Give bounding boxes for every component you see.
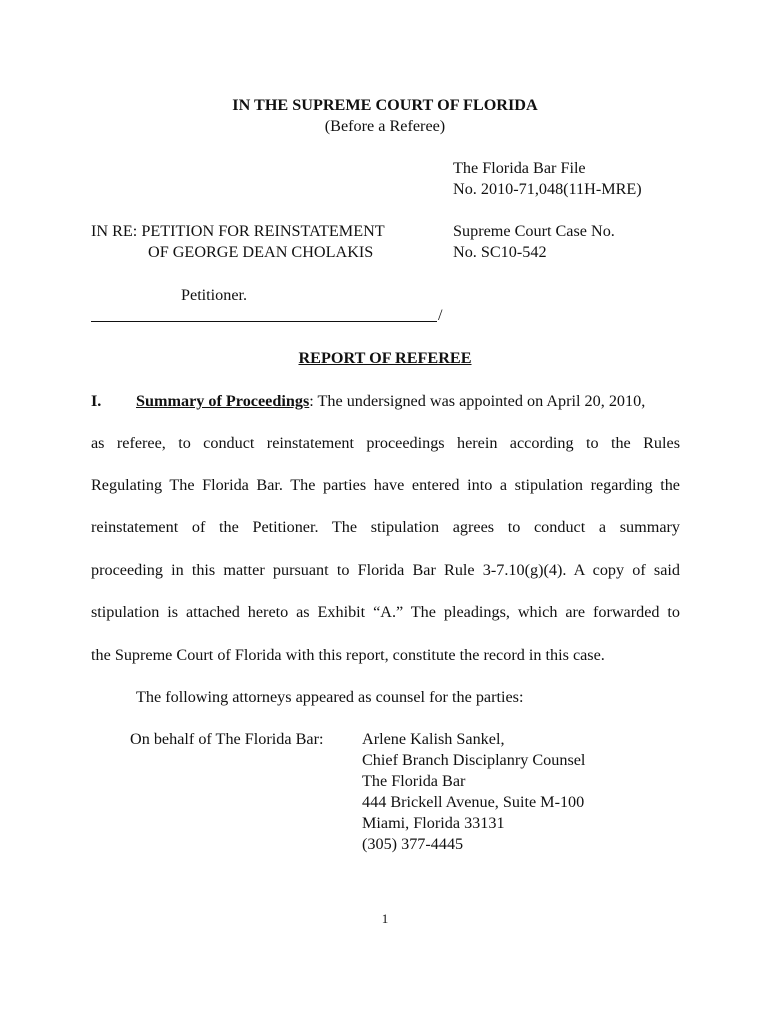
- counsel-label: On behalf of The Florida Bar:: [130, 730, 324, 748]
- counsel-address-line: 444 Brickell Avenue, Suite M-100: [362, 793, 585, 811]
- caption-rule: [91, 321, 437, 322]
- counsel-address-line: The Florida Bar: [362, 772, 466, 790]
- court-heading: IN THE SUPREME COURT OF FLORIDA: [232, 96, 538, 114]
- page-number: 1: [381, 911, 389, 926]
- section-line-5: stipulation is attached hereto as Exhibit “A.” The pleadings, which are forwarded to: [91, 603, 680, 621]
- court-case-number: No. SC10-542: [453, 243, 547, 261]
- counsel-address-line: Miami, Florida 33131: [362, 814, 505, 832]
- counsel-address-line: Arlene Kalish Sankel,: [362, 730, 505, 748]
- report-title: REPORT OF REFEREE: [298, 349, 472, 367]
- petitioner-label: Petitioner.: [181, 286, 248, 304]
- bar-file-number: No. 2010-71,048(11H-MRE): [453, 180, 642, 198]
- counsel-address-line: (305) 377-4445: [362, 835, 464, 853]
- section-line-0: : The undersigned was appointed on April 20, 2010,: [309, 392, 646, 410]
- caption-slash: /: [438, 306, 443, 324]
- bar-file-label: The Florida Bar File: [453, 159, 586, 177]
- section-line-3: reinstatement of the Petitioner. The stipulation agrees to conduct a summary: [91, 518, 680, 536]
- section-line-4: proceeding in this matter pursuant to Florida Bar Rule 3-7.10(g)(4). A copy of said: [91, 561, 680, 579]
- section-line-6: the Supreme Court of Florida with this report, constitute the record in this case.: [91, 646, 605, 664]
- court-case-label: Supreme Court Case No.: [453, 222, 615, 240]
- section-line-1: as referee, to conduct reinstatement proceedings herein according to the Rules: [91, 434, 680, 452]
- section-number: I.: [91, 392, 102, 410]
- counsel-address-line: Chief Branch Disciplanry Counsel: [362, 751, 586, 769]
- court-subtitle: (Before a Referee): [324, 117, 446, 135]
- in-re-line-2: OF GEORGE DEAN CHOLAKIS: [148, 243, 374, 261]
- section-first-line: [136, 391, 645, 411]
- in-re-line-1: IN RE: PETITION FOR REINSTATEMENT: [91, 222, 385, 240]
- section-heading: Summary of Proceedings: [136, 392, 310, 410]
- attorneys-intro: The following attorneys appeared as counsel for the parties:: [136, 688, 524, 706]
- section-line-2: Regulating The Florida Bar. The parties have entered into a stipulation regarding the: [91, 476, 680, 494]
